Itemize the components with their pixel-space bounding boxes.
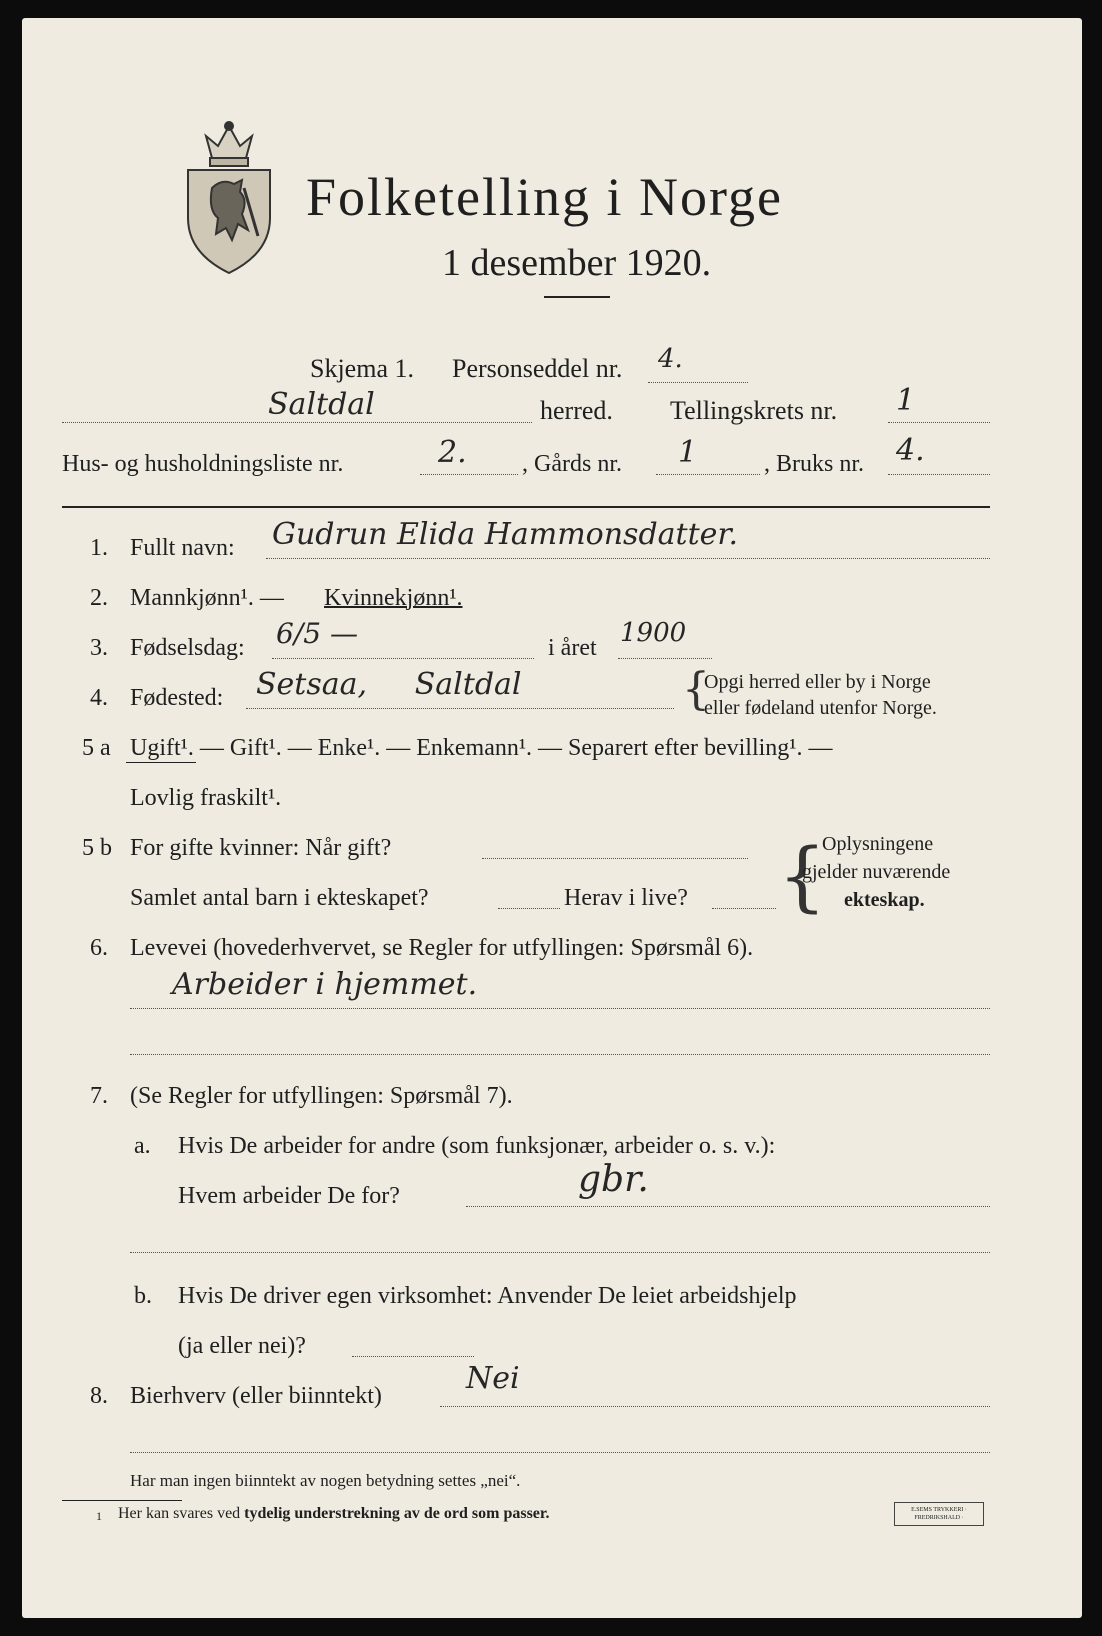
hus-value: 2. [438, 435, 467, 470]
herred-value: Saltdal [268, 387, 375, 422]
q3-day-value: 6/5 — [276, 617, 358, 650]
q2-number: 2. [90, 585, 108, 611]
q6-number: 6. [90, 935, 108, 961]
q5a-ugift-underline [126, 762, 196, 763]
census-form [22, 18, 1082, 1618]
q3-year-label: i året [548, 635, 597, 661]
footnote-text-bold: tydelig understrekning av de ord som passer. [244, 1505, 550, 1522]
q5b-note2: gjelder nuværende [802, 861, 951, 883]
q8-field-2 [130, 1452, 990, 1453]
q4-number: 4. [90, 685, 108, 711]
q5b-line2a: Samlet antal barn i ekteskapet? [130, 885, 429, 911]
q1-label: Fullt navn: [130, 535, 235, 561]
footnote-text [118, 1506, 550, 1522]
herred-label: herred. [540, 396, 613, 425]
q7b-letter: b. [134, 1283, 152, 1309]
q4-note-line1: Opgi herred eller by i Norge [704, 671, 931, 693]
q6-field [130, 1008, 990, 1009]
personseddel-field [648, 382, 748, 383]
footnote-number: 1 [96, 1509, 102, 1523]
q8-field [440, 1406, 990, 1407]
q3-number: 3. [90, 635, 108, 661]
q5b-live-field [712, 908, 776, 909]
q7b-field [352, 1356, 474, 1357]
q1-value: Gudrun Elida Hammonsdatter. [272, 517, 738, 552]
gards-label: , Gårds nr. [522, 451, 622, 477]
q4-field [246, 708, 674, 709]
q2-male-option: Mannkjønn¹. — [130, 585, 284, 611]
footer-note: Har man ingen biinntekt av nogen betydning settes „nei“. [130, 1471, 521, 1490]
q3-label: Fødselsdag: [130, 635, 245, 661]
q6-value: Arbeider i hjemmet. [172, 967, 478, 1002]
q7a-line2: Hvem arbeider De for? [178, 1183, 400, 1209]
q7a-line1: Hvis De arbeider for andre (som funksjonær, arbeider o. s. v.): [178, 1133, 776, 1159]
q5b-line2b: Herav i live? [564, 885, 688, 911]
bruks-label: , Bruks nr. [764, 451, 865, 477]
q7a-value: gbr. [578, 1159, 649, 1200]
header-divider [62, 506, 990, 508]
footnote-divider [62, 1500, 182, 1501]
q7a-field-2 [130, 1252, 990, 1253]
q8-number: 8. [90, 1383, 108, 1409]
q7-number: 7. [90, 1083, 108, 1109]
q8-label: Bierhverv (eller biinntekt) [130, 1383, 382, 1409]
q4-note-line2: eller fødeland utenfor Norge. [704, 697, 937, 719]
q7a-letter: a. [134, 1133, 151, 1159]
q5b-note-brace: { [778, 831, 827, 920]
q4-value: Setsaa, Saltdal [256, 667, 522, 702]
tellingskrets-field [888, 422, 990, 423]
q2-female-option: Kvinnekjønn¹. [324, 585, 463, 611]
tellingskrets-label: Tellingskrets nr. [670, 396, 838, 425]
q1-number: 1. [90, 535, 108, 561]
q5a-options: Ugift¹. — Gift¹. — Enke¹. — Enkemann¹. — Separert efter bevilling¹. — [130, 735, 833, 761]
q5b-gift-field [482, 858, 748, 859]
q3-year-value: 1900 [620, 618, 687, 648]
q3-day-field [272, 658, 534, 659]
title-divider [544, 296, 610, 298]
form-title: Folketelling i Norge [306, 167, 783, 227]
personseddel-label: Personseddel nr. [452, 354, 623, 383]
hus-field [420, 474, 518, 475]
bruks-value: 4. [896, 433, 925, 468]
q5a-number: 5 a [82, 735, 111, 761]
q5b-note3: ekteskap. [844, 889, 925, 911]
census-date: 1 desember 1920. [442, 242, 712, 284]
hus-label: Hus- og husholdningsliste nr. [62, 451, 344, 477]
gards-field [656, 474, 760, 475]
q7a-field [466, 1206, 990, 1207]
q5b-line1: For gifte kvinner: Når gift? [130, 835, 392, 861]
q7b-line2: (ja eller nei)? [178, 1333, 306, 1359]
q5b-note1: Oplysningene [822, 833, 934, 855]
printer-mark: E.SEMS TRYKKERI · FREDRIKSHALD · [894, 1502, 984, 1526]
herred-field [62, 422, 532, 423]
bruks-field [888, 474, 990, 475]
q4-label: Fødested: [130, 685, 224, 711]
q8-value: Nei [466, 1361, 520, 1396]
q1-field [266, 558, 990, 559]
coat-of-arms-icon [182, 118, 276, 278]
q5b-number: 5 b [82, 835, 112, 861]
q6-label: Levevei (hovederhvervet, se Regler for utfyllingen: Spørsmål 6). [130, 935, 754, 961]
q5b-barn-field [498, 908, 560, 909]
footnote-text-plain: Her kan svares ved [118, 1505, 241, 1522]
gards-value: 1 [678, 435, 698, 470]
q5a-options-line2: Lovlig fraskilt¹. [130, 785, 282, 811]
q7-label: (Se Regler for utfyllingen: Spørsmål 7). [130, 1083, 513, 1109]
personseddel-value: 4. [658, 344, 683, 374]
q7b-line1: Hvis De driver egen virksomhet: Anvender De leiet arbeidshjelp [178, 1283, 797, 1309]
q3-year-field [618, 658, 712, 659]
q6-field-2 [130, 1054, 990, 1055]
tellingskrets-value: 1 [896, 383, 916, 418]
q4-note-brace: { [682, 664, 710, 715]
skjema-label: Skjema 1. [310, 354, 414, 383]
